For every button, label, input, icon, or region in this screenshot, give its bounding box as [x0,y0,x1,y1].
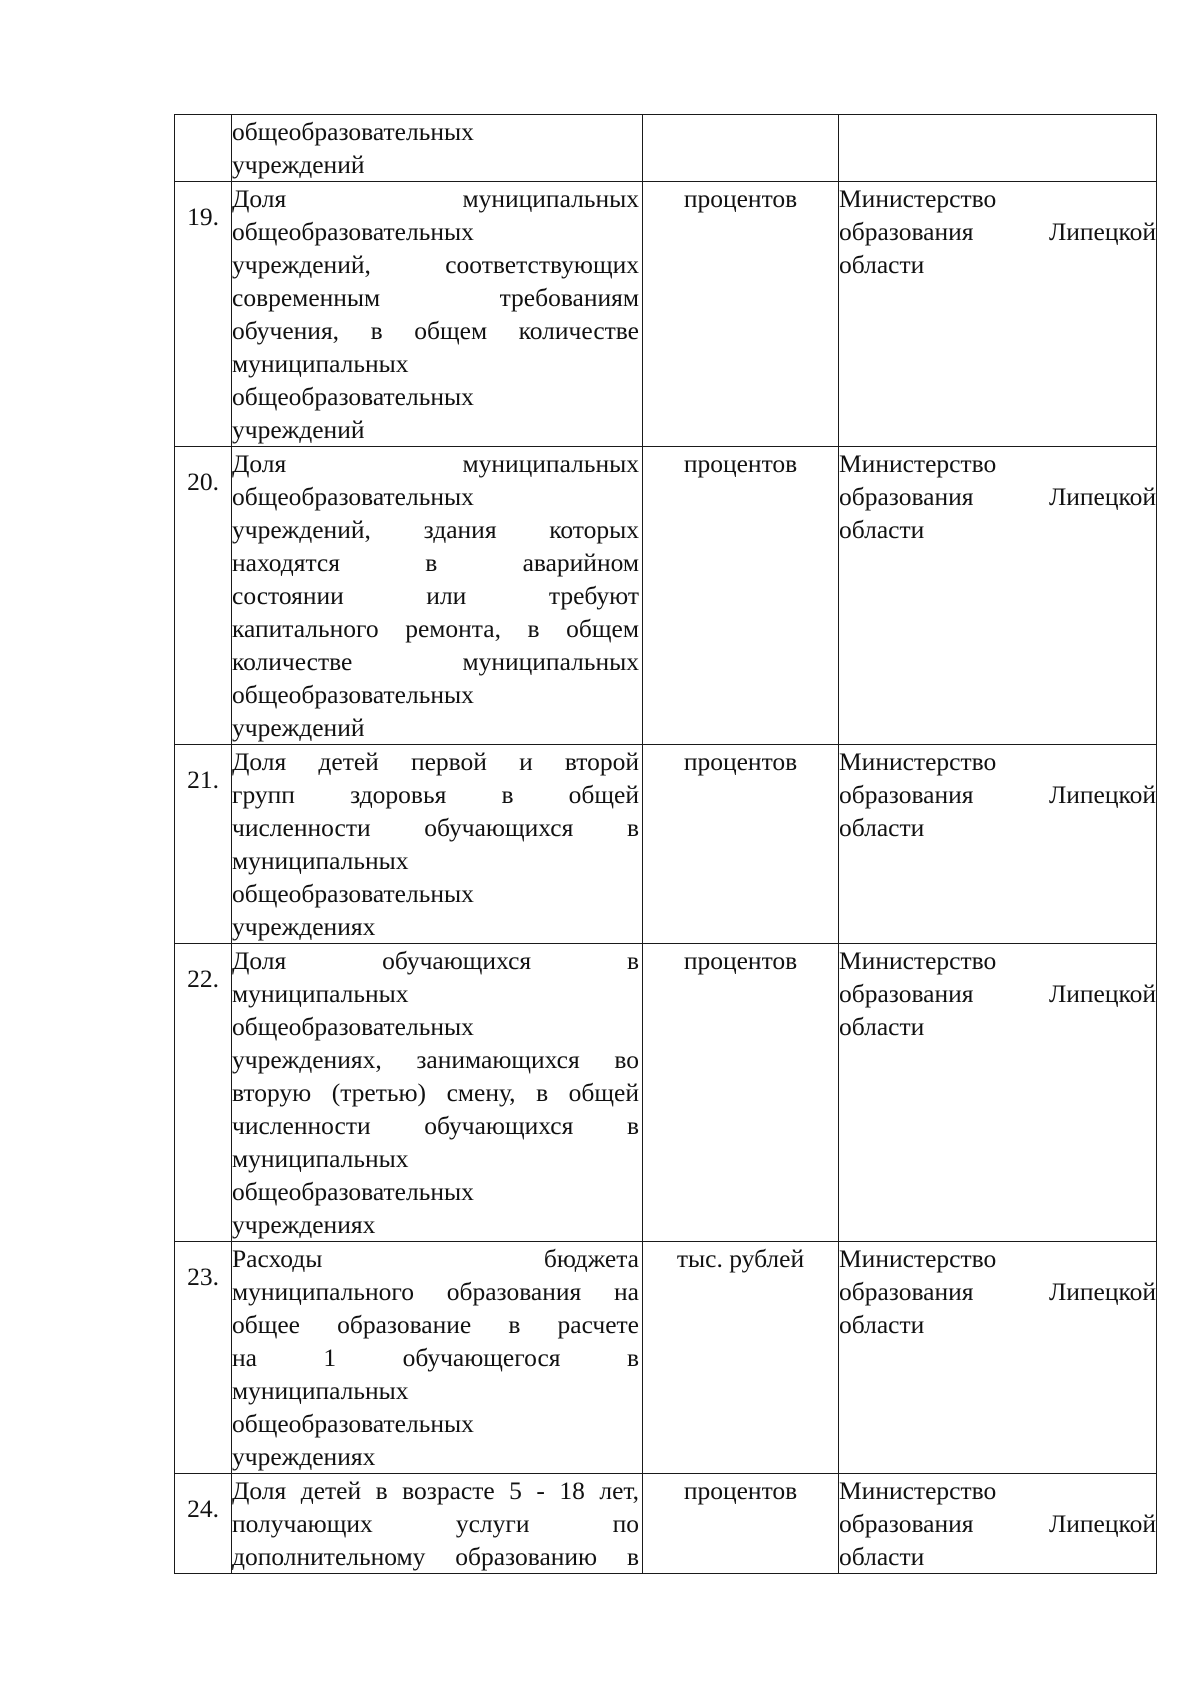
table-row [175,182,1157,447]
indicator-name-line: дополнительному образованию в [232,1542,639,1571]
table-row [175,745,1157,944]
table-row [175,447,1157,745]
indicator-name-line: Расходы бюджета [232,1244,639,1273]
indicator-name-line: состоянии или требуют [232,581,639,610]
indicator-name-line: учреждениях, занимающихся во [232,1045,639,1074]
indicator-name-cell [232,447,643,745]
indicator-name-line: численности обучающихся в [232,1111,639,1140]
unit-label: процентов [683,449,798,478]
indicator-name-line: групп здоровья в общей [232,780,639,809]
row-number-cell [175,115,232,182]
indicator-name-line: капитального ремонта, в общем [232,614,639,643]
row-number-cell [175,944,232,1242]
indicator-name-cell [232,745,643,944]
table-row [175,944,1157,1242]
unit-label: тыс. рублей [676,1244,805,1273]
indicator-name-line: обучения, в общем количестве [232,316,639,345]
source-line: Министерство [839,449,997,478]
source-line: области [839,1542,925,1571]
indicator-name-line: учреждений [232,150,365,179]
source-line: образования Липецкой [839,1277,1156,1306]
source-cell [839,944,1157,1242]
row-number: 24. [187,1494,219,1523]
row-number-cell [175,1474,232,1574]
source-cell [839,1242,1157,1474]
source-line: образования Липецкой [839,482,1156,511]
source-cell [839,182,1157,447]
row-number: 19. [187,202,219,231]
source-line: Министерство [839,1476,997,1505]
indicator-name-line: количестве муниципальных [232,647,639,676]
row-number: 22. [187,964,219,993]
row-number: 21. [187,765,219,794]
table-row [175,1242,1157,1474]
row-number: 20. [187,467,219,496]
indicator-name-line: общеобразовательных [232,217,474,246]
indicator-name-line: муниципальных [232,979,409,1008]
indicator-name-line: общеобразовательных [232,879,474,908]
source-line: области [839,250,925,279]
indicator-name-line: учреждений [232,415,365,444]
source-cell [839,1474,1157,1574]
indicator-name-line: общеобразовательных [232,680,474,709]
row-number-cell [175,447,232,745]
indicator-name-cell [232,944,643,1242]
unit-cell [643,1242,839,1474]
row-number-cell [175,182,232,447]
row-number-cell [175,745,232,944]
source-cell [839,115,1157,182]
indicator-name-line: численности обучающихся в [232,813,639,842]
source-line: области [839,515,925,544]
unit-cell [643,1474,839,1574]
table-row [175,1474,1157,1574]
unit-label: процентов [683,1476,798,1505]
indicator-name-cell [232,115,643,182]
unit-cell [643,944,839,1242]
source-line: образования Липецкой [839,780,1156,809]
indicator-name-line: учреждениях [232,1442,376,1471]
indicator-name-line: Доля детей первой и второй [232,747,639,776]
source-line: Министерство [839,1244,997,1273]
indicator-name-line: общеобразовательных [232,482,474,511]
indicator-name-line: общее образование в расчете [232,1310,639,1339]
indicator-name-line: получающих услуги по [232,1509,639,1538]
unit-cell [643,115,839,182]
indicator-name-cell [232,1242,643,1474]
source-line: образования Липецкой [839,1509,1156,1538]
unit-cell [643,447,839,745]
source-line: Министерство [839,184,997,213]
indicator-name-line: на 1 обучающегося в [232,1343,639,1372]
indicator-name-line: учреждений, здания которых [232,515,639,544]
source-line: области [839,813,925,842]
indicator-name-cell [232,182,643,447]
indicator-name-line: муниципального образования на [232,1277,639,1306]
indicator-name-line: вторую (третью) смену, в общей [232,1078,639,1107]
table-row [175,115,1157,182]
source-cell [839,447,1157,745]
indicator-name-line: Доля муниципальных [232,449,639,478]
indicator-name-line: общеобразовательных [232,1177,474,1206]
indicator-name-line: общеобразовательных [232,1012,474,1041]
unit-label: процентов [683,946,798,975]
source-line: области [839,1310,925,1339]
indicator-name-line: Доля муниципальных [232,184,639,213]
source-line: области [839,1012,925,1041]
indicator-name-line: находятся в аварийном [232,548,639,577]
indicator-name-line: учреждениях [232,1210,376,1239]
indicators-table-body [175,115,1157,1574]
indicator-name-line: муниципальных [232,1376,409,1405]
indicator-name-line: общеобразовательных [232,1409,474,1438]
indicator-name-cell [232,1474,643,1574]
indicator-name-line: муниципальных [232,349,409,378]
row-number-cell [175,1242,232,1474]
indicator-name-line: современным требованиям [232,283,639,312]
unit-cell [643,182,839,447]
indicator-name-line: Доля обучающихся в [232,946,639,975]
unit-label: процентов [683,747,798,776]
unit-label: процентов [683,184,798,213]
indicator-name-line: учреждений [232,713,365,742]
indicator-name-line: общеобразовательных [232,117,474,146]
source-line: образования Липецкой [839,979,1156,1008]
unit-cell [643,745,839,944]
source-line: образования Липецкой [839,217,1156,246]
source-line: Министерство [839,946,997,975]
indicator-name-line: учреждений, соответствующих [232,250,639,279]
indicator-name-line: муниципальных [232,846,409,875]
indicator-name-line: учреждениях [232,912,376,941]
source-line: Министерство [839,747,997,776]
row-number: 23. [187,1262,219,1291]
indicator-name-line: общеобразовательных [232,382,474,411]
indicator-name-line: Доля детей в возрасте 5 - 18 лет, [232,1476,639,1505]
indicator-name-line: муниципальных [232,1144,409,1173]
indicators-table [174,114,1157,1574]
source-cell [839,745,1157,944]
